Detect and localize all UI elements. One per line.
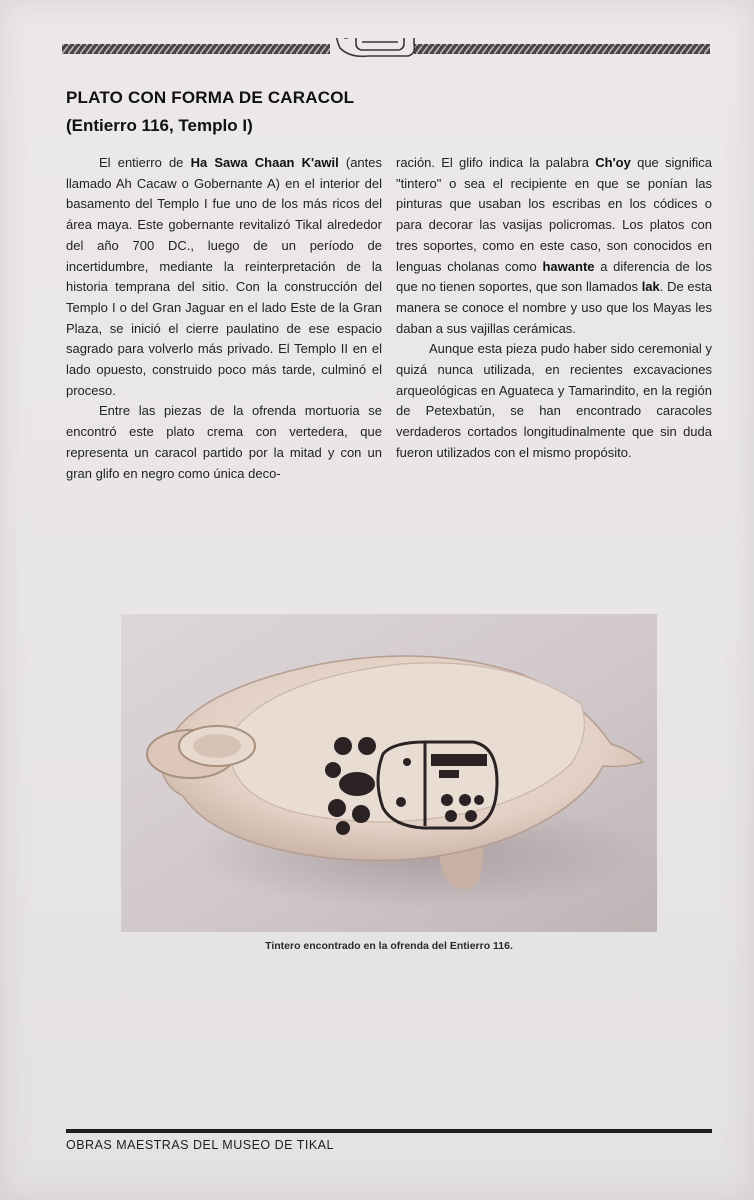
- footer-rule: [66, 1129, 712, 1133]
- term-lak: lak: [641, 279, 660, 295]
- article-title: PLATO CON FORMA DE CARACOL: [66, 88, 355, 107]
- photo-caption: Tintero encontrado en la ofrenda del Entierro 116.: [265, 940, 513, 952]
- term-choy: Ch'oy: [595, 155, 631, 170]
- footer-title: OBRAS MAESTRAS DEL MUSEO DE TIKAL: [66, 1138, 334, 1152]
- article-subtitle: (Entierro 116, Templo I): [66, 116, 253, 135]
- ruler-name: Ha Sawa Chaan K'awil: [190, 155, 339, 170]
- paragraph: ración. El glifo indica la palabra Ch'oy que significa "tintero" o sea el recipiente en que se ponían las pinturas que usaban los escribas en los códices o para decorar las vasijas policromas. Los platos con tres soportes, como en este caso, son conocidos en lenguas cholanas como hawante a diferencia de los que no tienen soportes, que son llamados lak. De esta manera se conoce el nombre y uso que los Mayas les daban a sus vajillas cerámicas.: [396, 155, 712, 336]
- paragraph: Entre las piezas de la ofrenda mortuoria se encontró este plato crema con vertedera, que representa un caracol partido por la mitad y con un gran glifo en negro como única deco-: [66, 403, 382, 481]
- snail-plate-photo: [121, 614, 657, 932]
- paragraph: Aunque esta pieza pudo haber sido ceremonial y quizá nunca utilizada, en recientes excavaciones arqueológicas en Aguateca y Tamarindito, en la región de Petexbatún, se han encontrado caracoles verdaderos cortados longitudinalmente que sin duda fueron utilizados con el mismo propósito.: [396, 341, 712, 460]
- term-hawante: hawante: [542, 258, 595, 274]
- paragraph: El entierro de Ha Sawa Chaan K'awil (antes llamado Ah Cacaw o Gobernante A) en el interior del basamento del Templo I fue uno de los más ricos del área maya. Este gobernante revitalizó Tikal alrededor del año 700 DC., luego de un período de incertidumbre, mediante la reinterpretación de la historia temprana del sitio. Con la construcción del Templo I o del Gran Jaguar en el lado Este de la Gran Plaza, se inició el cierre paulatino de ese espacio sagrado para volverlo más privado. El Templo II en el lado opuesto, construido poco más tarde, culminó el proceso.: [66, 155, 382, 398]
- text-column-left: [66, 153, 382, 484]
- header-glyph-band: [62, 38, 710, 60]
- maya-glyph-icon: [336, 38, 414, 56]
- text-column-right: [396, 153, 712, 464]
